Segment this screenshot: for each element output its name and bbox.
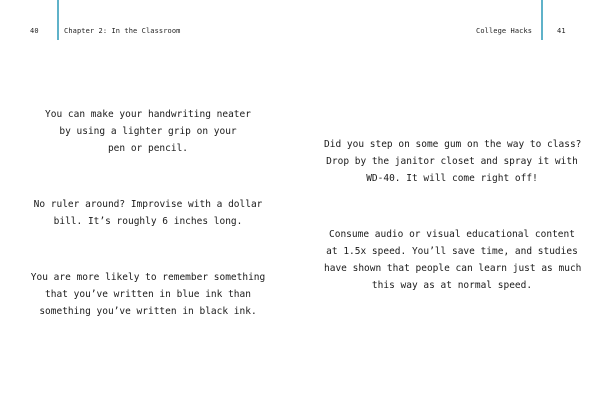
page-number-left: 40 (30, 27, 39, 35)
tip-line: at 1.5x speed. You’ll save time, and studies (326, 246, 578, 257)
tip-paragraph (324, 226, 580, 294)
tip-line: WD-40. It will come right off! (366, 173, 538, 184)
tip-line: this way as at normal speed. (371, 280, 533, 291)
tip-line: that you’ve written in blue ink than (45, 289, 251, 300)
tip-line: You can make your handwriting neater (45, 109, 251, 120)
tip-line: bill. It’s roughly 6 inches long. (53, 216, 243, 227)
header-divider-right (541, 0, 543, 40)
tip-line: pen or pencil. (107, 143, 189, 154)
tip-line: Did you step on some gum on the way to class? (324, 139, 582, 150)
tip-line: have shown that people can learn just as much (324, 263, 582, 274)
tip-line: Consume audio or visual educational content (329, 229, 575, 240)
tip-paragraph (20, 106, 276, 157)
tip-line: something you’ve written in black ink. (39, 306, 257, 317)
header-divider-left (57, 0, 59, 40)
tip-line: You are more likely to remember something (30, 272, 266, 283)
tip-line: Drop by the janitor closet and spray it with (326, 156, 578, 167)
tip-paragraph (20, 269, 276, 320)
tip-paragraph (20, 196, 276, 230)
tip-paragraph (324, 136, 580, 187)
tip-line: by using a lighter grip on your (59, 126, 237, 137)
tip-line: No ruler around? Improvise with a dollar (33, 199, 263, 210)
page-number-right: 41 (557, 27, 566, 35)
running-head-right: College Hacks (476, 27, 533, 35)
running-head-left: Chapter 2: In the Classroom (64, 27, 181, 35)
